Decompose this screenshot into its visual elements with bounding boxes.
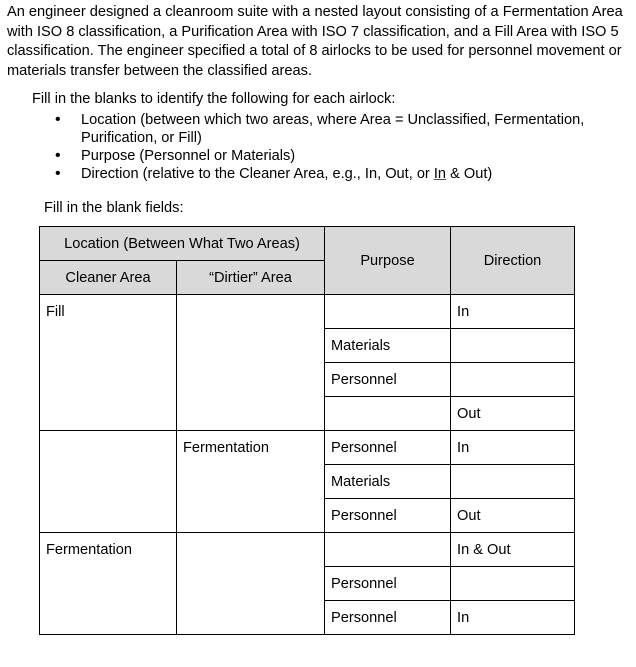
dirtier-area-cell[interactable] (177, 295, 325, 431)
purpose-cell[interactable] (325, 295, 451, 329)
direction-cell[interactable] (451, 465, 575, 499)
direction-cell[interactable]: In (451, 601, 575, 635)
purpose-cell[interactable]: Personnel (325, 567, 451, 601)
bullet-purpose: • Purpose (Personnel or Materials) (55, 147, 625, 165)
header-dirtier-area: “Dirtier” Area (177, 261, 325, 295)
direction-cell[interactable] (451, 363, 575, 397)
airlock-table (39, 226, 575, 635)
dirtier-area-cell[interactable]: Fermentation (177, 431, 325, 533)
header-location: Location (Between What Two Areas) (40, 227, 325, 261)
purpose-cell[interactable]: Materials (325, 465, 451, 499)
purpose-cell[interactable]: Personnel (325, 431, 451, 465)
airlock-table-body (40, 295, 575, 635)
purpose-cell[interactable] (325, 397, 451, 431)
purpose-cell[interactable]: Personnel (325, 499, 451, 533)
header-cleaner-area: Cleaner Area (40, 261, 177, 295)
direction-cell[interactable]: Out (451, 499, 575, 533)
bullet-direction-tail: & Out) (446, 166, 493, 182)
direction-cell[interactable]: In (451, 431, 575, 465)
table-row (40, 295, 575, 329)
header-purpose: Purpose (325, 227, 451, 295)
purpose-cell[interactable]: Personnel (325, 601, 451, 635)
instruction-bullets (55, 111, 625, 183)
table-row (40, 533, 575, 567)
table-row (40, 431, 575, 465)
purpose-cell[interactable]: Personnel (325, 363, 451, 397)
intro-paragraph: An engineer designed a cleanroom suite with a nested layout consisting of a Fermentation Area with ISO 8 classification, a Purification Area with ISO 7 classification, and a Fill Area with ISO 5 classification. The engineer specified a total of 8 airlocks to be used for personnel movement or materials transfer between the classified areas. (7, 4, 623, 79)
direction-cell[interactable]: In (451, 295, 575, 329)
direction-cell[interactable] (451, 329, 575, 363)
purpose-cell[interactable]: Materials (325, 329, 451, 363)
direction-cell[interactable]: Out (451, 397, 575, 431)
direction-cell[interactable] (451, 567, 575, 601)
cleaner-area-cell[interactable] (40, 431, 177, 533)
fill-blank-label: Fill in the blank fields: (44, 200, 184, 216)
dirtier-area-cell[interactable] (177, 533, 325, 635)
direction-cell[interactable]: In & Out (451, 533, 575, 567)
purpose-cell[interactable] (325, 533, 451, 567)
header-direction: Direction (451, 227, 575, 295)
bullet-location: • Location (between which two areas, where Area = Unclassified, Fermentation, Purification, or Fill) (55, 111, 625, 147)
cleaner-area-cell[interactable]: Fermentation (40, 533, 177, 635)
instructions-text: Fill in the blanks to identify the following for each airlock: (32, 91, 396, 107)
bullet-direction-in-link: In (433, 166, 447, 182)
cleaner-area-cell[interactable]: Fill (40, 295, 177, 431)
bullet-direction (55, 165, 625, 183)
bullet-direction-text: Direction (relative to the Cleaner Area, e.g., In, Out, or (81, 166, 434, 182)
